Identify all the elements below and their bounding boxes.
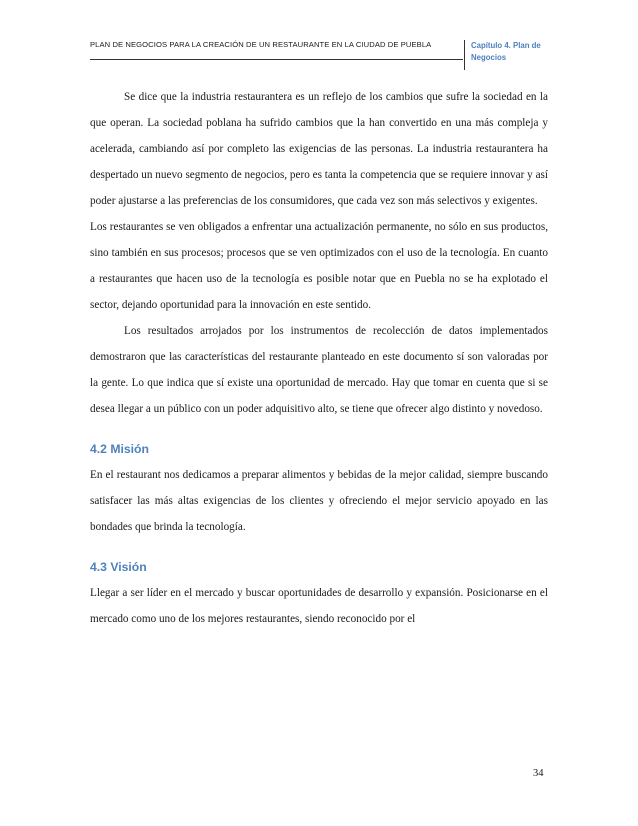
header-title: PLAN DE NEGOCIOS PARA LA CREACIÓN DE UN RESTAURANTE EN LA CIUDAD DE PUEBLA [90, 40, 432, 49]
header-chapter-line2: Negocios [471, 53, 507, 62]
section-text-mision: En el restaurant nos dedicamos a preparar alimentos y bebidas de la mejor calidad, siempre buscando satisfacer las más altas exigencias de los clientes y ofreciendo el mejor servicio apoyado en las bondades que brinda la tecnología. [90, 469, 548, 533]
page-body [90, 84, 548, 632]
section-text-vision: Llegar a ser líder en el mercado y buscar oportunidades de desarrollo y expansión. Posicionarse en el mercado como uno de los mejores restaurantes, siendo reconocido por el [90, 587, 548, 625]
header-rule [90, 59, 463, 60]
header-divider [464, 40, 465, 70]
page-header [90, 40, 568, 74]
header-chapter [471, 40, 571, 64]
paragraph-3: Los resultados arrojados por los instrumentos de recolección de datos implementados demostraron que las características del restaurante planteado en este documento sí son valoradas por la gente. Lo que indica que sí existe una oportunidad de mercado. Hay que tomar en cuenta que si se desea llegar a un público con un poder adquisitivo alto, se tiene que ofrecer algo distinto y novedoso. [90, 325, 548, 415]
page-number: 34 [533, 768, 544, 779]
header-chapter-line1: Capítulo 4. Plan de [471, 41, 541, 50]
paragraph-1: Se dice que la industria restaurantera es un reflejo de los cambios que sufre la sociedad en la que operan. La sociedad poblana ha sufrido cambios que la han convertido en una más compleja y acelerada, cambiando así por completo las exigencias de las personas. La industria restaurantera ha despertado un nuevo segmento de negocios, pero es tanta la competencia que se requiere innovar y así poder ajustarse a las preferencias de los consumidores, que cada vez son más selectivos y exigentes. [90, 91, 548, 207]
section-heading-mision: 4.2 Misión [90, 442, 149, 456]
section-heading-vision: 4.3 Visión [90, 560, 147, 574]
paragraph-2: Los restaurantes se ven obligados a enfrentar una actualización permanente, no sólo en sus productos, sino también en sus procesos; procesos que se ven optimizados con el uso de la tecnología. En cuanto a restaurantes que hacen uso de la tecnología es posible notar que en Puebla no se ha explotado el sector, dejando oportunidad para la innovación en este sentido. [90, 221, 548, 311]
